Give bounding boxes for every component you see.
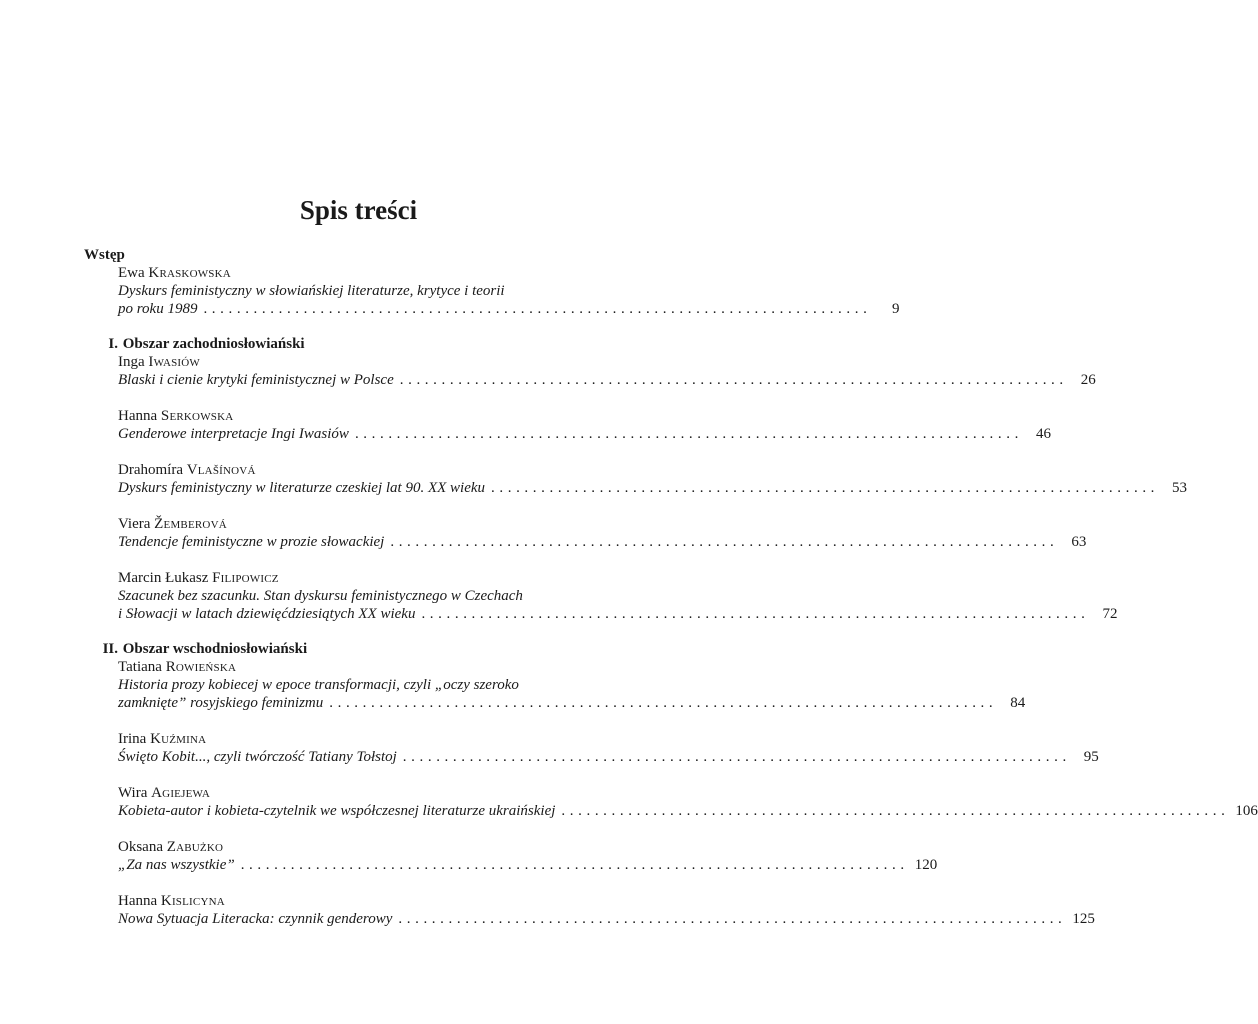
- table-of-contents: [84, 246, 1258, 945]
- dot-leader: ................................................................................: [398, 911, 1067, 927]
- entry-author: [118, 658, 632, 676]
- dot-leader: ................................................................................: [354, 426, 1023, 442]
- entry-title-last-line: [118, 371, 1096, 389]
- dot-leader: ................................................................................: [203, 301, 872, 317]
- author-first-name: Inga: [118, 354, 145, 370]
- entry-title: „Za nas wszystkie”: [118, 857, 235, 873]
- entry-title-last-line: [118, 694, 1026, 712]
- entry-author: [118, 264, 632, 282]
- dot-leader: ................................................................................: [329, 695, 998, 711]
- author-surname: Filipowicz: [212, 570, 279, 586]
- author-surname: Rowieńska: [165, 659, 237, 675]
- entry-title-last-line: [118, 802, 1258, 820]
- toc-entry[interactable]: [84, 515, 1087, 551]
- author-surname: Kuźmina: [150, 731, 207, 747]
- author-first-name: Wira: [118, 785, 148, 801]
- author-surname: Kislicyna: [160, 893, 225, 909]
- entry-title: Genderowe interpretacje Ingi Iwasiów: [118, 426, 349, 442]
- entry-title: Tendencje feministyczne w prozie słowackiej: [118, 534, 385, 550]
- author-first-name: Hanna: [118, 893, 158, 909]
- entry-title: Dyskurs feministyczny w literaturze czeskiej lat 90. XX wieku: [118, 480, 486, 496]
- author-first-name: Tatiana: [118, 659, 162, 675]
- section-heading: [84, 246, 632, 264]
- toc-entry[interactable]: [84, 407, 1051, 443]
- author-surname: Serkowska: [160, 408, 234, 424]
- entry-title-last-line: [118, 479, 1188, 497]
- entry-author: [118, 730, 632, 748]
- toc-entry[interactable]: [84, 569, 1118, 623]
- author-first-name: Ewa: [118, 265, 145, 281]
- entry-title-last-line: [118, 748, 1099, 766]
- author-first-name: Marcin Łukasz: [118, 570, 209, 586]
- toc-entry[interactable]: [84, 730, 1099, 766]
- page-number: 63: [1071, 534, 1087, 550]
- section-title: Obszar zachodniosłowiański: [122, 336, 305, 352]
- dot-leader: ................................................................................: [421, 606, 1090, 622]
- section-title: Obszar wschodniosłowiański: [122, 641, 308, 657]
- page-number: 125: [1072, 911, 1095, 927]
- entry-title: i Słowacji w latach dziewięćdziesiątych XX wieku: [118, 606, 416, 622]
- section-heading: [84, 335, 632, 353]
- section-heading: [84, 640, 632, 658]
- entry-title: Kobieta-autor i kobieta-czytelnik we współczesnej literaturze ukraińskiej: [118, 803, 556, 819]
- toc-section: [84, 246, 900, 318]
- entry-title: po roku 1989: [118, 301, 198, 317]
- toc-entry[interactable]: [84, 461, 1188, 497]
- entry-title-line: Historia prozy kobiecej w epoce transformacji, czyli „oczy szeroko: [118, 677, 519, 693]
- page-number: 53: [1172, 480, 1188, 496]
- entry-title: Blaski i cienie krytyki feministycznej w Polsce: [118, 372, 394, 388]
- page-number: 84: [1010, 695, 1026, 711]
- author-first-name: Hanna: [118, 408, 158, 424]
- page-number: 106: [1235, 803, 1258, 819]
- entry-title-last-line: [118, 856, 938, 874]
- dot-leader: ................................................................................: [402, 749, 1071, 765]
- toc-entry[interactable]: [84, 892, 1095, 928]
- entry-title: Nowa Sytuacja Literacka: czynnik genderowy: [118, 911, 393, 927]
- entry-title-last-line: [118, 300, 900, 318]
- toc-section: [84, 335, 1188, 623]
- page-number: 120: [914, 857, 938, 873]
- entry-author: [118, 784, 632, 802]
- toc-entry[interactable]: [84, 838, 938, 874]
- toc-entry[interactable]: [84, 353, 1096, 389]
- page-number: 26: [1080, 372, 1096, 388]
- dot-leader: ................................................................................: [390, 534, 1059, 550]
- author-surname: Kraskowska: [148, 265, 231, 281]
- author-first-name: Irina: [118, 731, 147, 747]
- author-surname: Vlašínová: [186, 462, 256, 478]
- entry-author: [118, 569, 632, 587]
- page-title: Spis treści: [299, 195, 418, 225]
- author-first-name: Oksana: [118, 839, 163, 855]
- toc-entry[interactable]: [84, 264, 900, 318]
- page-number: 72: [1102, 606, 1118, 622]
- page-number: 9: [891, 301, 900, 317]
- entry-title-line: Dyskurs feministyczny w słowiańskiej literaturze, krytyce i teorii: [118, 283, 505, 299]
- dot-leader: ................................................................................: [561, 803, 1230, 819]
- toc-entry[interactable]: [84, 658, 1026, 712]
- author-first-name: Viera: [118, 516, 151, 532]
- entry-author: [118, 407, 632, 425]
- page-number: 46: [1035, 426, 1051, 442]
- dot-leader: ................................................................................: [399, 372, 1068, 388]
- page-number: 95: [1083, 749, 1099, 765]
- entry-author: [118, 515, 632, 533]
- entry-author: [118, 461, 632, 479]
- dot-leader: ................................................................................: [240, 857, 909, 873]
- section-number: I.: [108, 336, 118, 352]
- entry-title-line: Szacunek bez szacunku. Stan dyskursu feministycznego w Czechach: [118, 588, 523, 604]
- entry-author: [118, 353, 632, 371]
- entry-title-last-line: [118, 910, 1095, 928]
- entry-title-last-line: [118, 425, 1051, 443]
- entry-title: zamknięte” rosyjskiego feminizmu: [118, 695, 324, 711]
- toc-entry[interactable]: [84, 784, 1258, 820]
- author-surname: Žemberová: [154, 516, 227, 532]
- entry-title-last-line: [118, 533, 1087, 551]
- entry-author: [118, 838, 632, 856]
- section-title: Wstęp: [84, 247, 125, 263]
- author-surname: Zabużko: [166, 839, 224, 855]
- author-surname: Iwasiów: [148, 354, 201, 370]
- toc-section: [84, 640, 1258, 928]
- entry-author: [118, 892, 632, 910]
- entry-title: Święto Kobit..., czyli twórczość Tatiany Tołstoj: [118, 749, 397, 765]
- author-first-name: Drahomíra: [118, 462, 183, 478]
- entry-title-last-line: [118, 605, 1118, 623]
- dot-leader: ................................................................................: [491, 480, 1160, 496]
- author-surname: Agiejewa: [151, 785, 211, 801]
- section-number: II.: [102, 641, 118, 657]
